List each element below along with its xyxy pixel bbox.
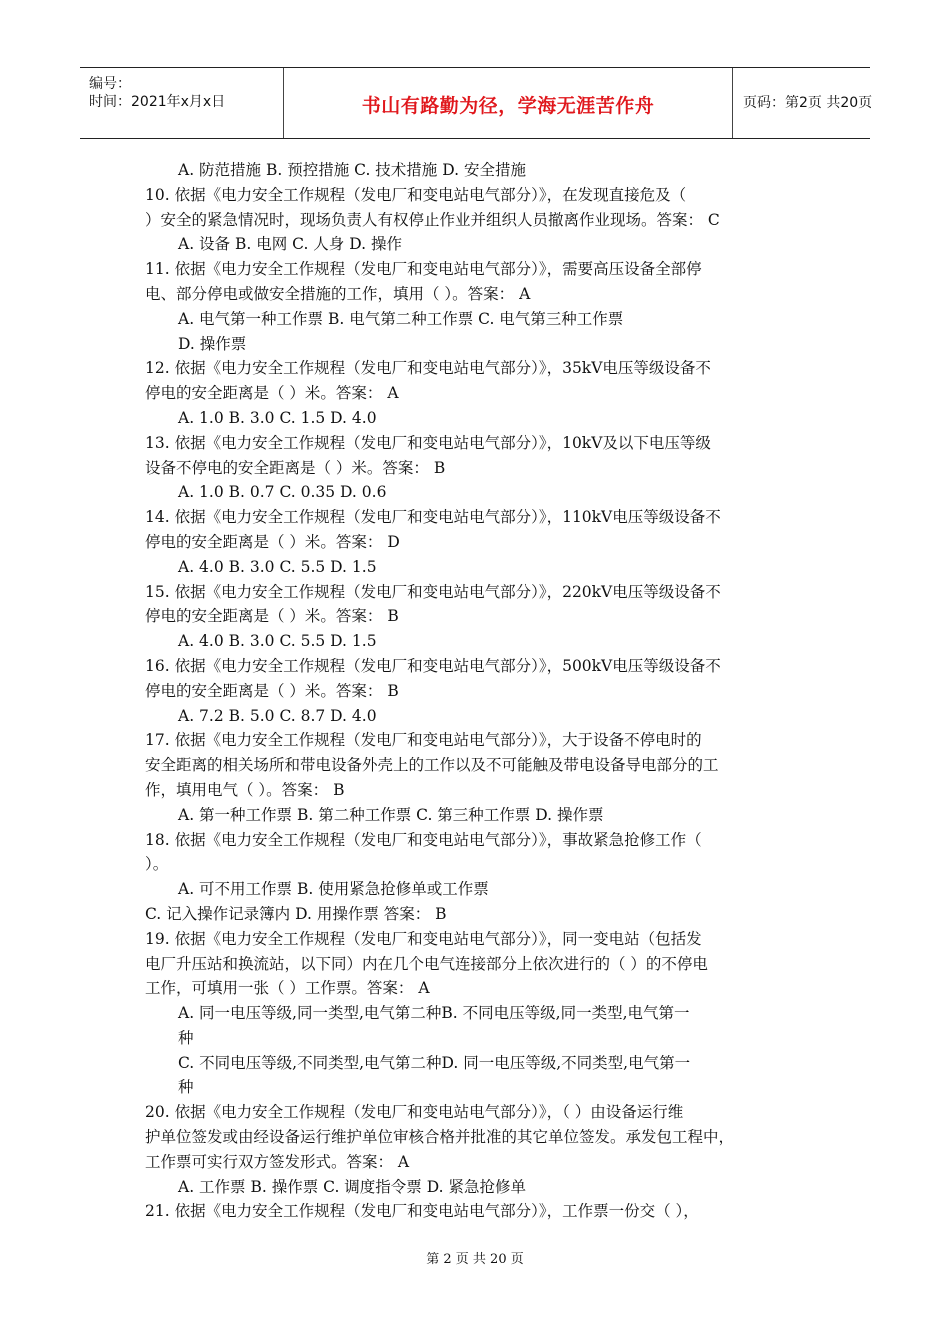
text-line: 安全距离的相关场所和带电设备外壳上的工作以及不可能触及带电设备导电部分的工 [145, 756, 719, 775]
text-line: 12. 依据《电力安全工作规程（发电厂和变电站电气部分）》，35kV电压等级设备不 [145, 359, 711, 378]
text-line: A. 工作票 B. 操作票 C. 调度指令票 D. 紧急抢修单 [178, 1177, 526, 1196]
header-middle-cell [284, 68, 733, 138]
text-line: A. 同一电压等级,同一类型,电气第二种B. 不同电压等级,同一类型,电气第一 [178, 1004, 690, 1023]
text-line: A. 4.0 B. 3.0 C. 5.5 D. 1.5 [178, 557, 377, 576]
text-line: 停电的安全距离是（ ）米。答案： D [145, 532, 400, 551]
text-line: ）。 [145, 855, 169, 874]
header-left-cell [80, 68, 284, 138]
header-right-cell [733, 68, 873, 138]
text-line: 护单位签发或由经设备运行维护单位审核合格并批准的其它单位签发。承发包工程中， [145, 1128, 735, 1147]
text-line: 种 [178, 1028, 194, 1047]
text-line: 19. 依据《电力安全工作规程（发电厂和变电站电气部分）》，同一变电站（包括发 [145, 929, 702, 948]
text-line: 21. 依据《电力安全工作规程（发电厂和变电站电气部分）》，工作票一份交（ ）， [145, 1202, 699, 1221]
text-line: 18. 依据《电力安全工作规程（发电厂和变电站电气部分）》，事故紧急抢修工作（ [145, 830, 702, 849]
document-body [145, 158, 815, 1224]
text-line: 10. 依据《电力安全工作规程（发电厂和变电站电气部分）》，在发现直接危及（ [145, 185, 687, 204]
text-line: C. 记入操作记录簿内 D. 用操作票 答案： B [145, 904, 447, 923]
text-line: 14. 依据《电力安全工作规程（发电厂和变电站电气部分）》，110kV电压等级设备不 [145, 508, 721, 527]
text-line: 11. 依据《电力安全工作规程（发电厂和变电站电气部分）》，需要高压设备全部停 [145, 260, 702, 279]
text-line: 设备不停电的安全距离是（ ）米。答案： B [145, 458, 446, 477]
text-line: 电厂升压站和换流站，以下同）内在几个电气连接部分上依次进行的（ ）的不停电 [145, 954, 708, 973]
text-line: A. 可不用工作票 B. 使用紧急抢修单或工作票 [178, 880, 489, 899]
page-footer: 第 2 页 共 20 页 [426, 1252, 524, 1267]
text-line: A. 4.0 B. 3.0 C. 5.5 D. 1.5 [178, 632, 377, 651]
page-code: 页码：第2页 共20页 [743, 95, 873, 111]
page-header [80, 67, 873, 139]
text-line: C. 不同电压等级,不同类型,电气第二种D. 同一电压等级,不同类型,电气第一 [178, 1053, 691, 1072]
text-line: 作，填用电气（ ）。答案： B [145, 780, 345, 799]
text-line: A. 1.0 B. 3.0 C. 1.5 D. 4.0 [178, 408, 377, 427]
text-line: 15. 依据《电力安全工作规程（发电厂和变电站电气部分）》，220kV电压等级设备不 [145, 582, 721, 601]
text-line: 种 [178, 1078, 194, 1097]
header-motto: 书山有路勤为径，学海无涯苦作舟 [361, 95, 655, 117]
text-line: A. 7.2 B. 5.0 C. 8.7 D. 4.0 [178, 706, 377, 725]
text-line: ）安全的紧急情况时，现场负责人有权停止作业并组织人员撤离作业现场。答案： C [145, 210, 720, 229]
text-line: 20. 依据《电力安全工作规程（发电厂和变电站电气部分）》，（ ）由设备运行维 [145, 1103, 684, 1122]
text-line: 停电的安全距离是（ ）米。答案： B [145, 607, 399, 626]
time-label: 时间：2021年x月x日 [89, 94, 226, 110]
text-line: A. 电气第一种工作票 B. 电气第二种工作票 C. 电气第三种工作票 [178, 309, 624, 328]
text-line: A. 1.0 B. 0.7 C. 0.35 D. 0.6 [178, 483, 387, 502]
text-line: A. 防范措施 B. 预控措施 C. 技术措施 D. 安全措施 [178, 161, 526, 179]
text-line: 17. 依据《电力安全工作规程（发电厂和变电站电气部分）》，大于设备不停电时的 [145, 731, 702, 750]
number-label: 编号： [89, 76, 131, 92]
text-line: 工作票可实行双方签发形式。答案： A [145, 1152, 410, 1171]
text-line: 电、部分停电或做安全措施的工作，填用（ ）。答案： A [145, 284, 531, 303]
text-line: D. 操作票 [178, 334, 247, 353]
text-line: A. 设备 B. 电网 C. 人身 D. 操作 [178, 235, 402, 254]
text-line: 16. 依据《电力安全工作规程（发电厂和变电站电气部分）》，500kV电压等级设备不 [145, 656, 721, 675]
text-line: 工作，可填用一张（ ）工作票。答案： A [145, 979, 430, 998]
text-line: 停电的安全距离是（ ）米。答案： A [145, 384, 399, 403]
text-line: 停电的安全距离是（ ）米。答案： B [145, 681, 399, 700]
text-line: A. 第一种工作票 B. 第二种工作票 C. 第三种工作票 D. 操作票 [178, 805, 604, 824]
text-line: 13. 依据《电力安全工作规程（发电厂和变电站电气部分）》，10kV及以下电压等级 [145, 433, 711, 452]
